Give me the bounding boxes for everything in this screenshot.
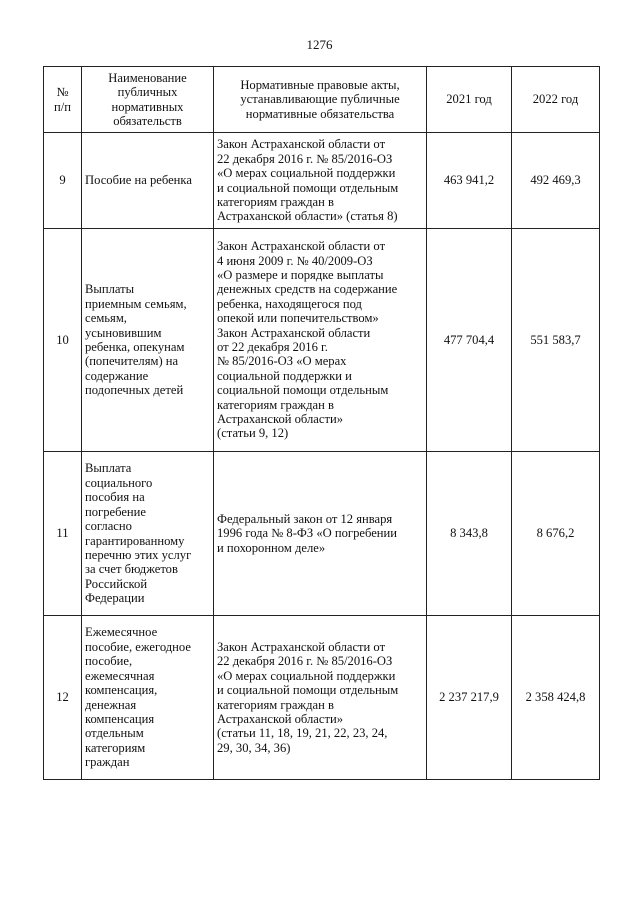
header-year-2021: 2021 год (427, 67, 512, 133)
amount-2021: 477 704,4 (427, 229, 512, 452)
amount-2021: 8 343,8 (427, 452, 512, 616)
page-number: 1276 (306, 37, 333, 52)
table-header-row (44, 67, 600, 133)
amount-2022: 492 469,3 (512, 133, 600, 229)
header-legal-acts: Нормативные правовые акты, устанавливающие публичные нормативные обязательства (214, 67, 427, 133)
row-number: 12 (44, 616, 82, 780)
amount-2022: 2 358 424,8 (512, 616, 600, 780)
legal-acts: Закон Астраханской области от 4 июня 2009 г. № 40/2009-ОЗ «О размере и порядке выплаты денежных средств на содержание ребенка, находящегося под опекой или попечительством» Закон Астраханской области от 22 декабря 2016 г. № 85/2016-ОЗ «О мерах социальной поддержки и социальной помощи отдельным категориям граждан в Астраханской области» (статьи 9, 12) (214, 229, 427, 452)
row-number: 10 (44, 229, 82, 452)
obligation-name: Пособие на ребенка (82, 133, 214, 229)
row-number: 11 (44, 452, 82, 616)
amount-2021: 2 237 217,9 (427, 616, 512, 780)
amount-2022: 8 676,2 (512, 452, 600, 616)
obligation-name: Ежемесячное пособие, ежегодное пособие, ежемесячная компенсация, денежная компенсация отдельным категориям граждан (82, 616, 214, 780)
amount-2021: 463 941,2 (427, 133, 512, 229)
obligation-name: Выплаты приемным семьям, семьям, усыновившим ребенка, опекунам (попечителям) на содержание подопечных детей (82, 229, 214, 452)
legal-acts: Закон Астраханской области от 22 декабря 2016 г. № 85/2016-ОЗ «О мерах социальной поддержки и социальной помощи отдельным категориям граждан в Астраханской области» (статья 8) (214, 133, 427, 229)
obligation-name: Выплата социального пособия на погребение согласно гарантированному перечню этих услуг за счет бюджетов Российской Федерации (82, 452, 214, 616)
legal-acts: Федеральный закон от 12 января 1996 года № 8-ФЗ «О погребении и похоронном деле» (214, 452, 427, 616)
table-row (44, 616, 600, 780)
row-number: 9 (44, 133, 82, 229)
table-row (44, 133, 600, 229)
header-obligation-name: Наименование публичных нормативных обязательств (82, 67, 214, 133)
table-row (44, 452, 600, 616)
table-row (44, 229, 600, 452)
amount-2022: 551 583,7 (512, 229, 600, 452)
legal-acts: Закон Астраханской области от 22 декабря 2016 г. № 85/2016-ОЗ «О мерах социальной поддержки и социальной помощи отдельным категориям граждан в Астраханской области» (статьи 11, 18, 19, 21, 22, 23, 24, 29, 30, 34, 36) (214, 616, 427, 780)
obligations-table (43, 66, 600, 780)
header-year-2022: 2022 год (512, 67, 600, 133)
header-number: № п/п (44, 67, 82, 133)
